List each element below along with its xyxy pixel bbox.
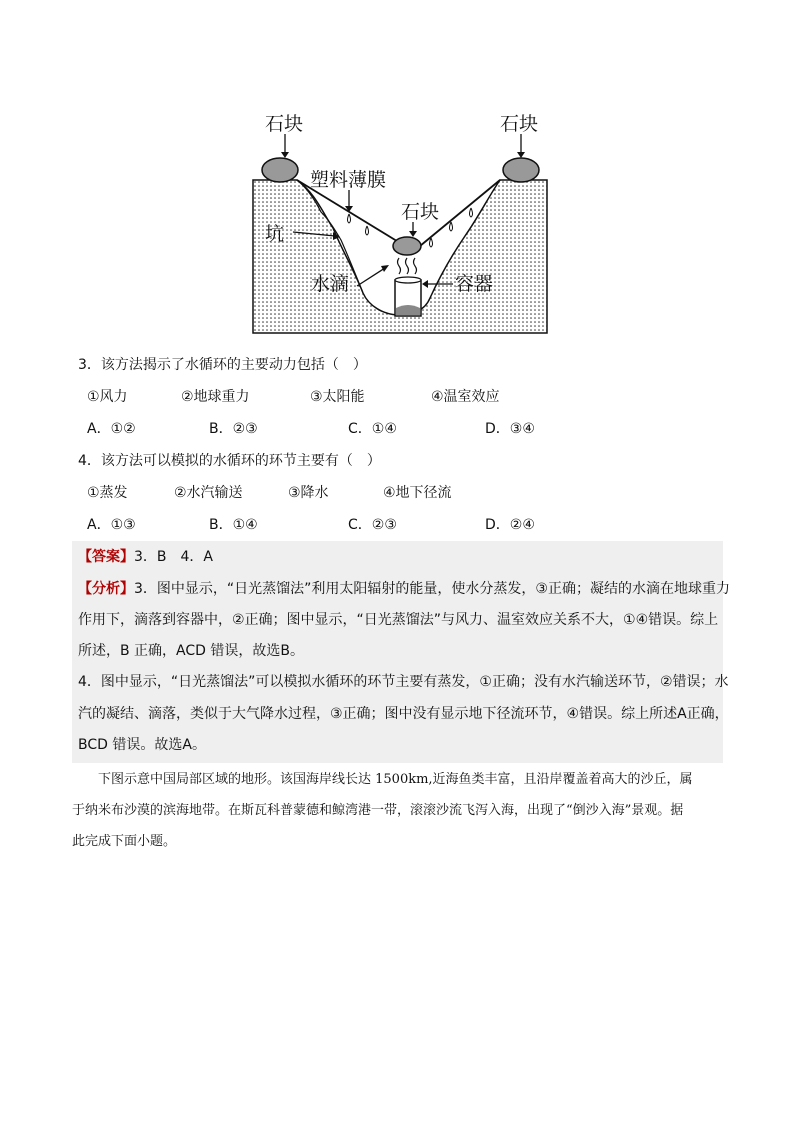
droplet	[430, 238, 433, 247]
label-stone-center: 石块	[401, 201, 440, 223]
analysis-line-6: BCD 错误。故选A。	[78, 737, 206, 753]
analysis-line-3: 所述，B 正确，ACD 错误，故选B。	[78, 643, 304, 659]
q4-choice-d[interactable]: D．②④	[485, 517, 535, 533]
intro-line-3: 此完成下面小题。	[72, 834, 177, 849]
q4-item-2: ②水汽输送	[174, 485, 243, 501]
solar-still-diagram	[245, 108, 555, 338]
collected-water	[396, 305, 420, 315]
q4-choice-c[interactable]: C．②③	[348, 517, 397, 533]
answer-text: 3．B 4．A	[134, 549, 213, 565]
q4-item-4: ④地下径流	[383, 485, 452, 501]
question-4-stem: 4．该方法可以模拟的水循环的环节主要有（ ）	[78, 453, 381, 469]
answer-line	[78, 547, 213, 567]
analysis-line-2: 作用下，滴落到容器中，②正确；图中显示，“日光蒸馏法”与风力、温室效应关系不大，①④错误。综上	[78, 612, 719, 628]
droplet	[450, 222, 453, 231]
analysis-line-4: 4．图中显示，“日光蒸馏法”可以模拟水循环的环节主要有蒸发，①正确；没有水汽输送环节，②错误；水	[78, 674, 729, 690]
water-drip	[406, 258, 409, 274]
q3-choice-b[interactable]: B．②③	[209, 421, 258, 437]
q3-choice-d[interactable]: D．③④	[485, 421, 535, 437]
stone-center	[393, 237, 421, 255]
analysis-line-1	[78, 579, 730, 599]
q4-item-1: ①蒸发	[87, 485, 128, 501]
analysis-tag: 【分析】	[78, 581, 134, 597]
question-3-stem: 3．该方法揭示了水循环的主要动力包括（ ）	[78, 357, 367, 373]
label-water-drop: 水滴	[311, 273, 350, 295]
stone-left	[262, 158, 298, 182]
droplet	[470, 208, 473, 217]
label-pit: 坑	[265, 223, 285, 245]
droplet	[348, 214, 351, 223]
intro-line-1: 下图示意中国局部区域的地形。该国海岸线长达 1500km,近海鱼类丰富，且沿岸覆盖着高大的沙丘，属	[72, 772, 693, 787]
answer-tag: 【答案】	[78, 549, 134, 565]
q3-item-2: ②地球重力	[181, 389, 250, 405]
answer-analysis-box	[72, 541, 730, 763]
q3-item-4: ④温室效应	[431, 389, 500, 405]
label-container: 容器	[455, 273, 494, 295]
q3-item-1: ①风力	[87, 389, 128, 405]
analysis-line-5: 汽的凝结、滴落，类似于大气降水过程，③正确；图中没有显示地下径流环节，④错误。综上所述A正确，	[78, 706, 729, 722]
intro-line-2: 于纳米布沙漠的滨海地带。在斯瓦科普蒙德和鲸湾港一带，滚滚沙流飞泻入海，出现了“倒沙入海”景观。据	[72, 803, 684, 818]
analysis-text: 3．图中显示，“日光蒸馏法”利用太阳辐射的能量，使水分蒸发，③正确；凝结的水滴在地球重力	[134, 581, 730, 597]
water-drip	[414, 258, 417, 274]
q4-item-3: ③降水	[288, 485, 329, 501]
label-stone-left: 石块	[265, 113, 304, 135]
label-plastic-film: 塑料薄膜	[310, 169, 387, 191]
q4-choice-a[interactable]: A．①③	[87, 517, 136, 533]
water-drip	[398, 258, 401, 274]
q3-choice-a[interactable]: A．①②	[87, 421, 136, 437]
q4-choice-b[interactable]: B．①④	[209, 517, 258, 533]
q3-item-3: ③太阳能	[310, 389, 365, 405]
q3-choice-c[interactable]: C．①④	[348, 421, 397, 437]
label-stone-right: 石块	[500, 113, 539, 135]
droplet	[366, 226, 369, 235]
stone-right	[503, 158, 539, 182]
